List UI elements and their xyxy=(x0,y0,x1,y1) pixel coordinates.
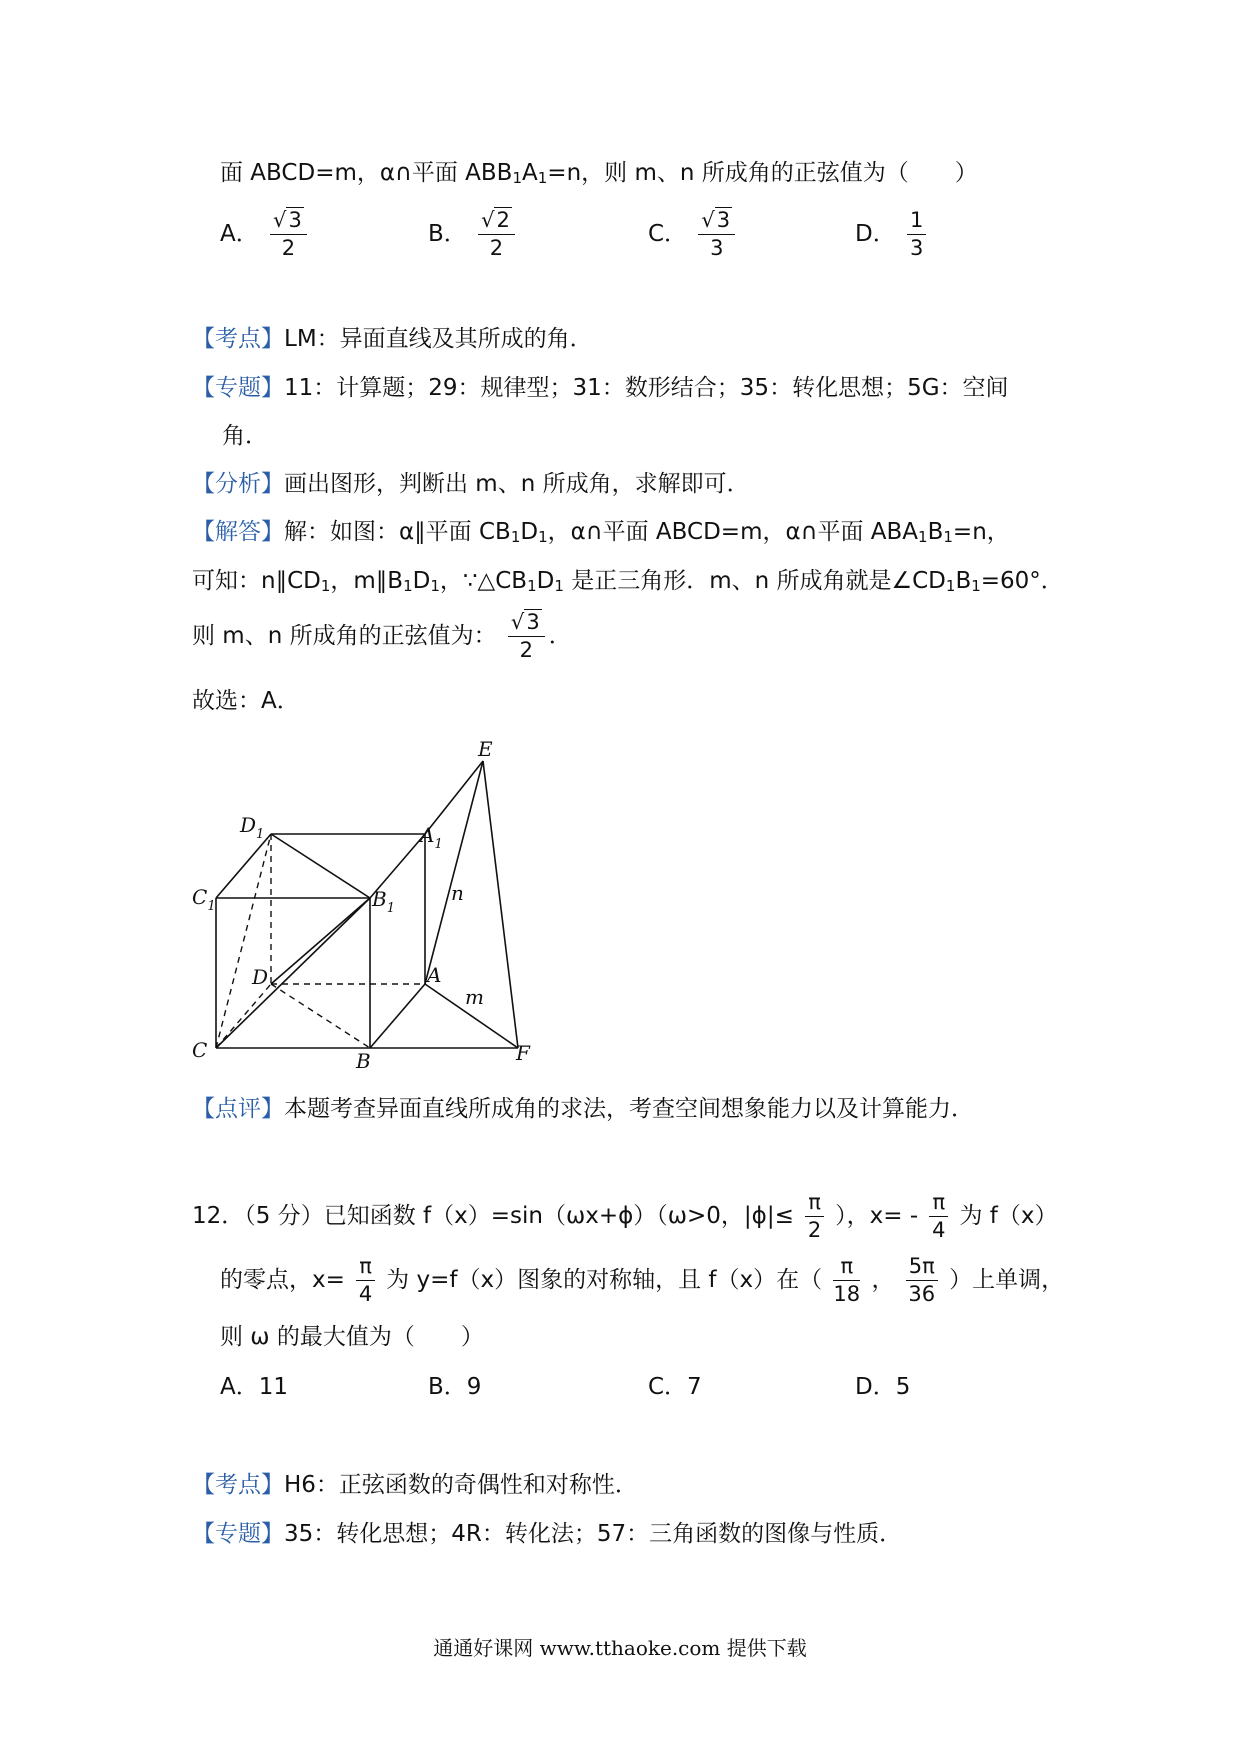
q11-kaodian: 【考点】LM：异面直线及其所成的角． xyxy=(192,326,593,352)
label-C: C xyxy=(192,1038,208,1062)
label-m: m xyxy=(465,985,484,1009)
label-D: D xyxy=(252,965,269,989)
q11-answer: 故选：A． xyxy=(192,688,300,714)
q11-jieda-line3: 则 m、n 所成角的正弦值为： $\frac{√3}{2}$ ． xyxy=(192,610,572,662)
label-F: F xyxy=(516,1041,530,1065)
q12-stem-line3: 则 ω 的最大值为（ ） xyxy=(220,1324,484,1350)
label-B: B xyxy=(356,1049,371,1073)
label-A1: $A_1$ xyxy=(420,823,443,852)
q11-stem: 面 ABCD=m，α∩平面 $ABB_1A_1=n$，则 m、n 所成角的正弦值为（ ） xyxy=(220,160,978,187)
q11-zhuanti: 【专题】11：计算题；29：规律型；31：数形结合；35：转化思想；5G：空间 xyxy=(192,375,1009,401)
label-E: E xyxy=(478,737,493,761)
q11-option-b: B． $\frac{√2}{2}$ xyxy=(428,210,519,259)
page-footer: 通通好课网 www.tthaoke.com 提供下载 xyxy=(433,1636,807,1660)
q12-option-b: B．9 xyxy=(428,1374,482,1400)
q11-fenxi: 【分析】画出图形，判断出 m、n 所成角，求解即可． xyxy=(192,471,750,497)
q11-option-a: A． $\frac{√3}{2}$ xyxy=(220,210,311,259)
label-C1: $C_1$ xyxy=(192,885,216,914)
label-A: A xyxy=(427,963,442,987)
q11-option-c: C． $\frac{√3}{3}$ xyxy=(648,210,739,259)
label-B1: $B_1$ xyxy=(372,887,395,916)
q11-zhuanti-cont: 角． xyxy=(222,423,268,449)
q12-option-a: A．11 xyxy=(220,1374,289,1400)
q11-option-d: D． $\frac{1}{3}$ xyxy=(855,210,930,259)
q12-stem-line2: 的零点，x= $\frac{\pi}{4}$ 为 y=f（x）图象的对称轴，且 f（x）在（ $\frac{\pi}{18}$ ， $\frac{5\pi}{36}$ ）上单调， xyxy=(220,1254,1065,1306)
q12-kaodian: 【考点】H6：正弦函数的奇偶性和对称性． xyxy=(192,1472,638,1498)
q12-stem-line1: 12．（5 分）已知函数 f（x）=sin（ωx+ϕ）（ω>0，|ϕ|≤ $\frac{\pi}{2}$ ），x= - $\frac{\pi}{4}$ 为 f（x） xyxy=(192,1190,1058,1242)
q11-dianping: 【点评】本题考查异面直线所成角的求法，考查空间想象能力以及计算能力． xyxy=(192,1096,974,1122)
label-n: n xyxy=(451,881,464,905)
q11-jieda-line1: 【解答】解：如图：α∥平面 $CB_1D_1$，α∩平面 ABCD=m，α∩平面 $ABA_1B_1=n$， xyxy=(192,519,1010,546)
q12-zhuanti: 【专题】35：转化思想；4R：转化法；57：三角函数的图像与性质． xyxy=(192,1521,903,1547)
q11-jieda-line2: 可知：$n\parallel CD_1$，$m\parallel B_1D_1$，$\because\triangle CB_1D_1$ 是正三角形．m、n 所成角就是$\angle CD_1B_1=60^\circ$． xyxy=(192,568,1064,595)
q12-option-c: C．7 xyxy=(648,1374,702,1400)
q12-option-d: D．5 xyxy=(855,1374,911,1400)
label-D1: $D_1$ xyxy=(240,813,265,842)
